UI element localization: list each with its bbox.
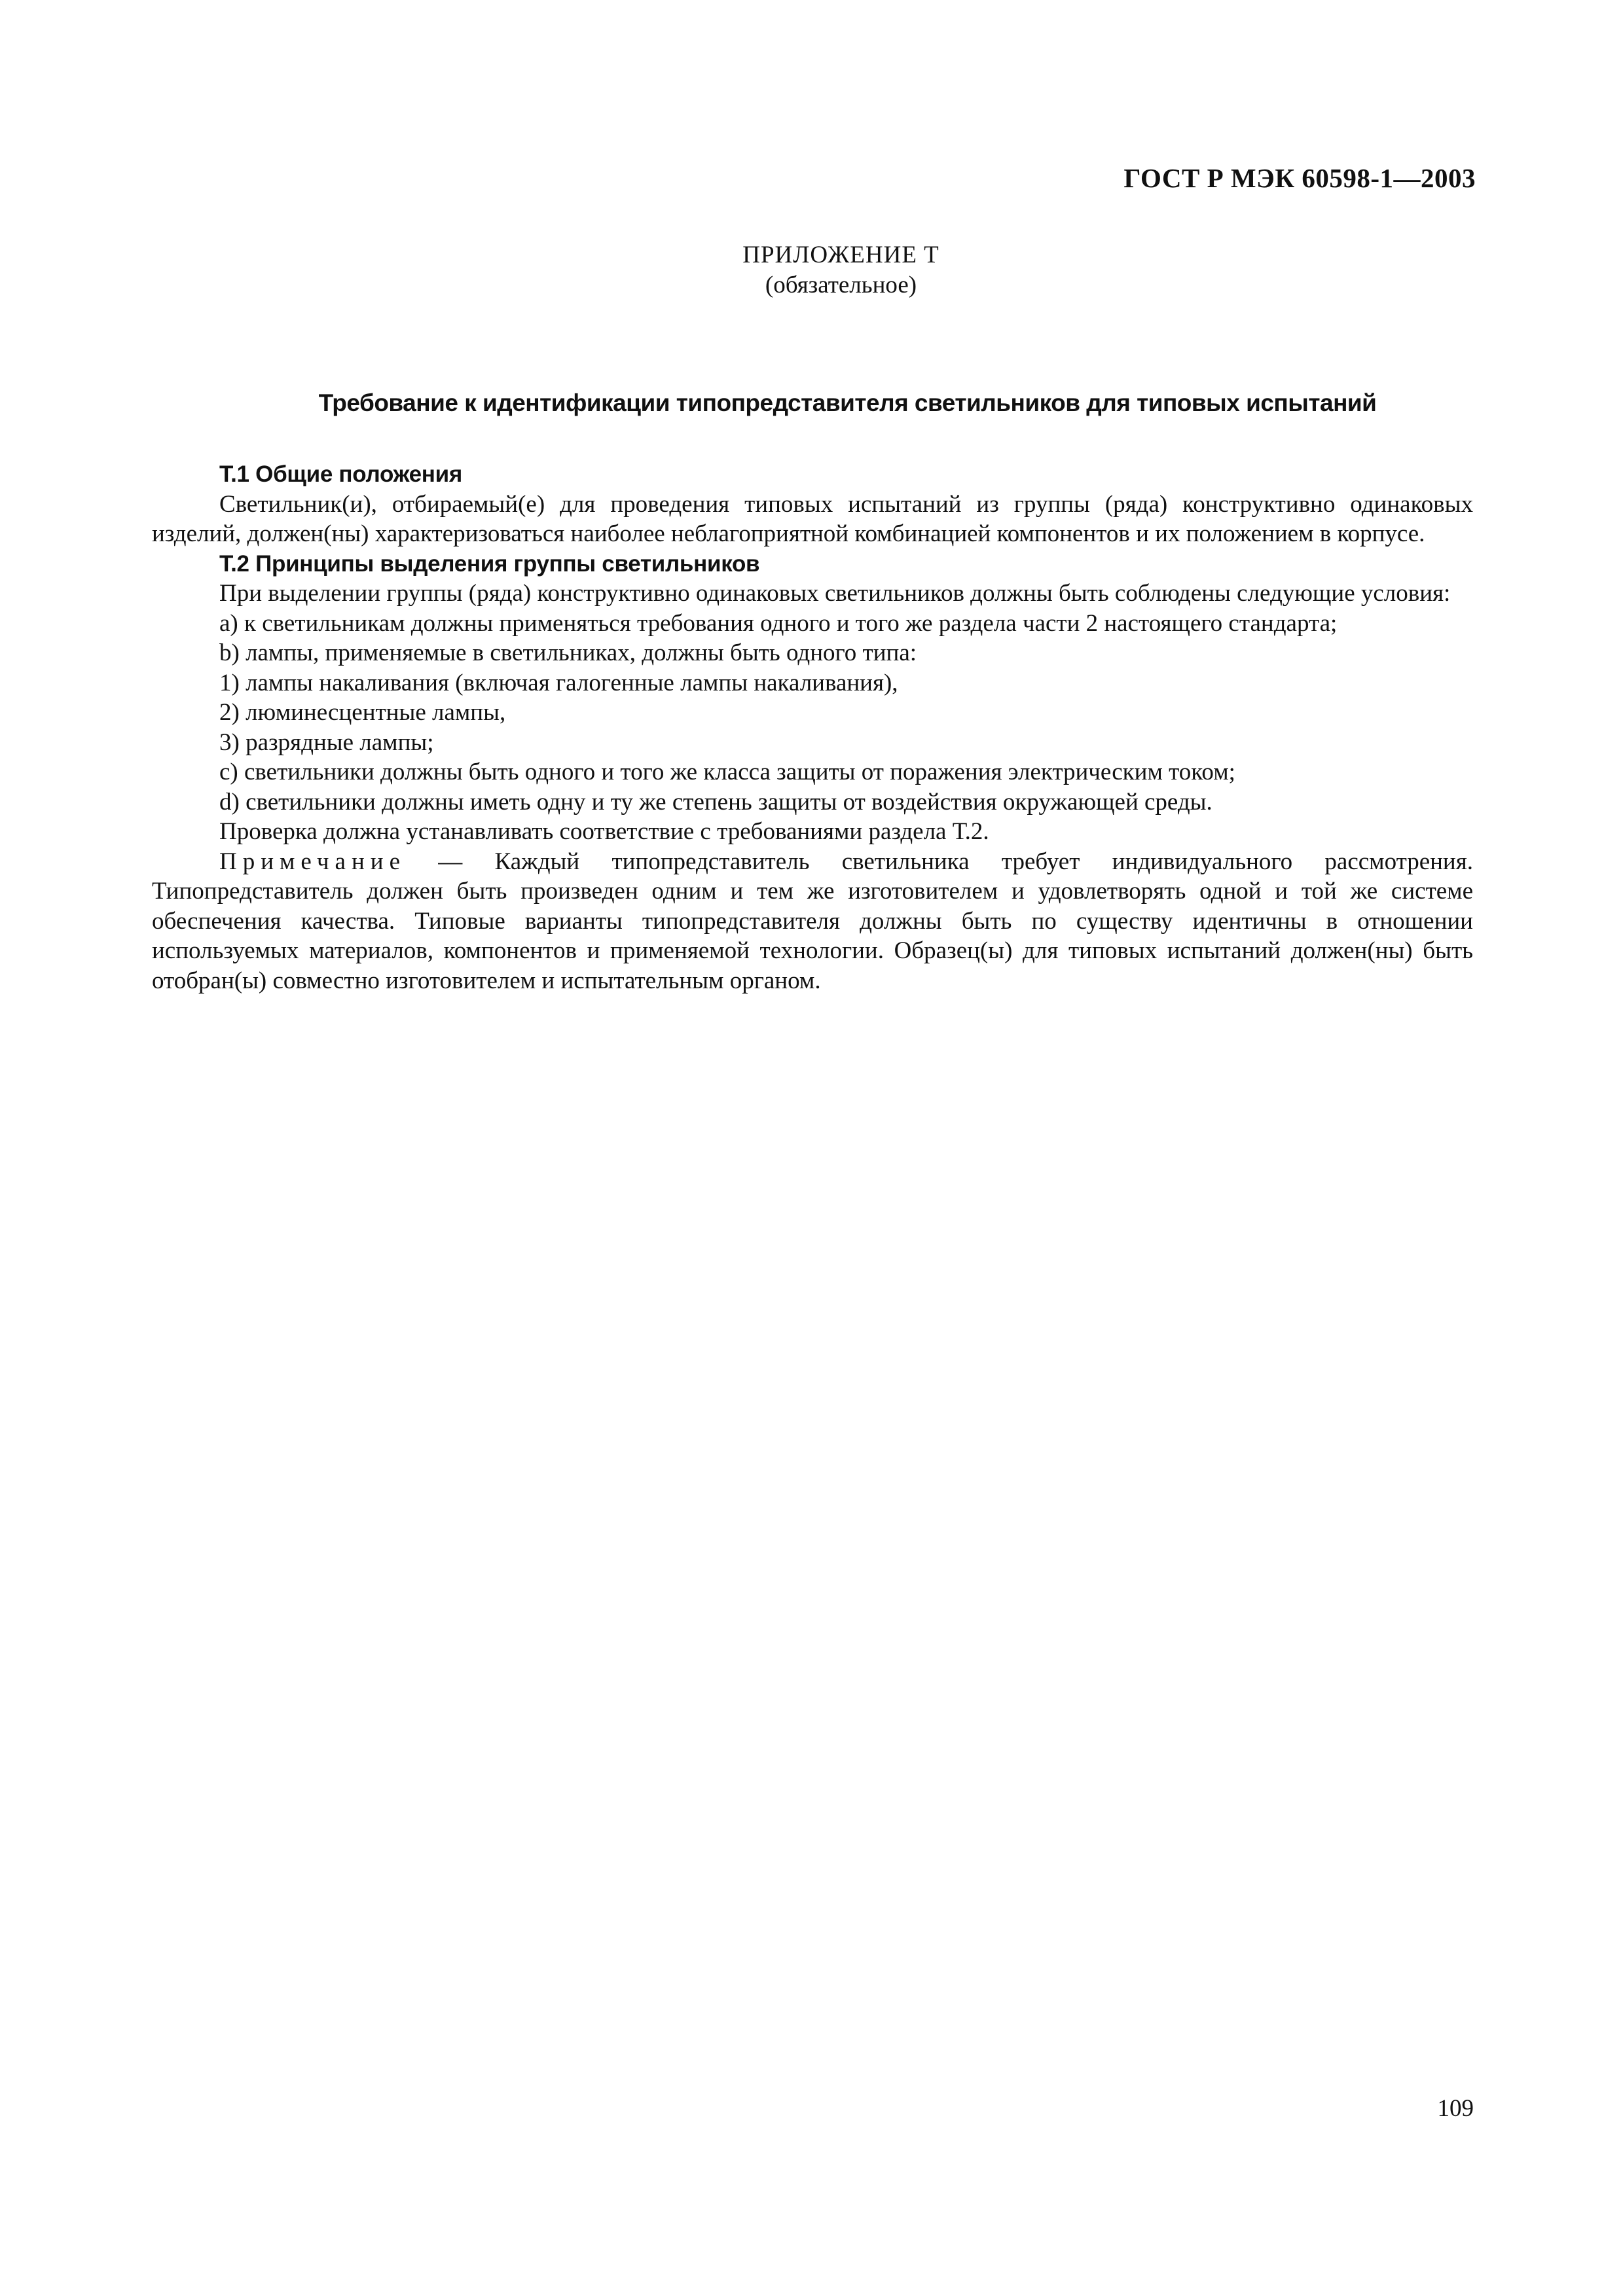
note-paragraph [152,847,1473,996]
page-number: 109 [1437,2095,1474,2122]
document-code: ГОСТ Р МЭК 60598-1—2003 [1123,163,1476,193]
note-text: — Каждый типопредставитель светильника требует индивидуального рассмотрения. Типопредставитель должен быть произведен одним и тем же изготовителем и удовлетворять одной и той же системе обеспечения качества. Типовые варианты типопредставителя должны быть по существу идентичны в отношении используемых материалов, компонентов и применяемой технологии. Образец(ы) для типовых испытаний должен(ны) быть отобран(ы) совместно изготовителем и испытательным органом. [152,848,1473,994]
paragraph-check: Проверка должна устанавливать соответствие с требованиями раздела Т.2. [219,818,989,845]
list-item-a: a) к светильникам должны применяться требования одного и того же раздела части 2 настоящего стандарта; [219,609,1338,637]
list-item-c: c) светильники должны быть одного и того же класса защиты от поражения электрическим током; [219,759,1235,785]
list-item-b3: 3) разрядные лампы; [219,728,434,756]
list-item-b: b) лампы, применяемые в светильниках, должны быть одного типа: [219,639,917,666]
appendix-status: (обязательное) [765,272,917,298]
annex-heading: Требование к идентификации типопредставителя светильников для типовых испытаний [318,389,1377,416]
note-label: Примечание [219,848,406,875]
body-text [152,459,1473,996]
paragraph-t1: Светильник(и), отбираемый(е) для проведения типовых испытаний из группы (ряда) конструктивно одинаковых изделий, должен(ны) характеризоваться наиболее неблагоприятной комбинацией компонентов и их положением в корпусе. [152,490,1473,547]
section-heading-t2 [152,549,1473,579]
list-item-b1: 1) лампы накаливания (включая галогенные лампы накаливания), [219,669,898,696]
section-heading-t1 [152,459,1473,490]
list-item-b2: 2) люминесцентные лампы, [219,699,506,726]
paragraph-t2-intro: При выделении группы (ряда) конструктивно одинаковых светильников должны быть соблюдены следующие условия: [219,580,1451,607]
section-heading-t1-text: Т.1 Общие положения [219,461,462,487]
section-heading-t2-text: Т.2 Принципы выделения группы светильников [219,550,760,577]
appendix-title: ПРИЛОЖЕНИЕ Т [742,242,939,268]
list-item-d: d) светильники должны иметь одну и ту же степень защиты от воздействия окружающей среды. [219,788,1213,816]
appendix-header [0,240,1623,300]
